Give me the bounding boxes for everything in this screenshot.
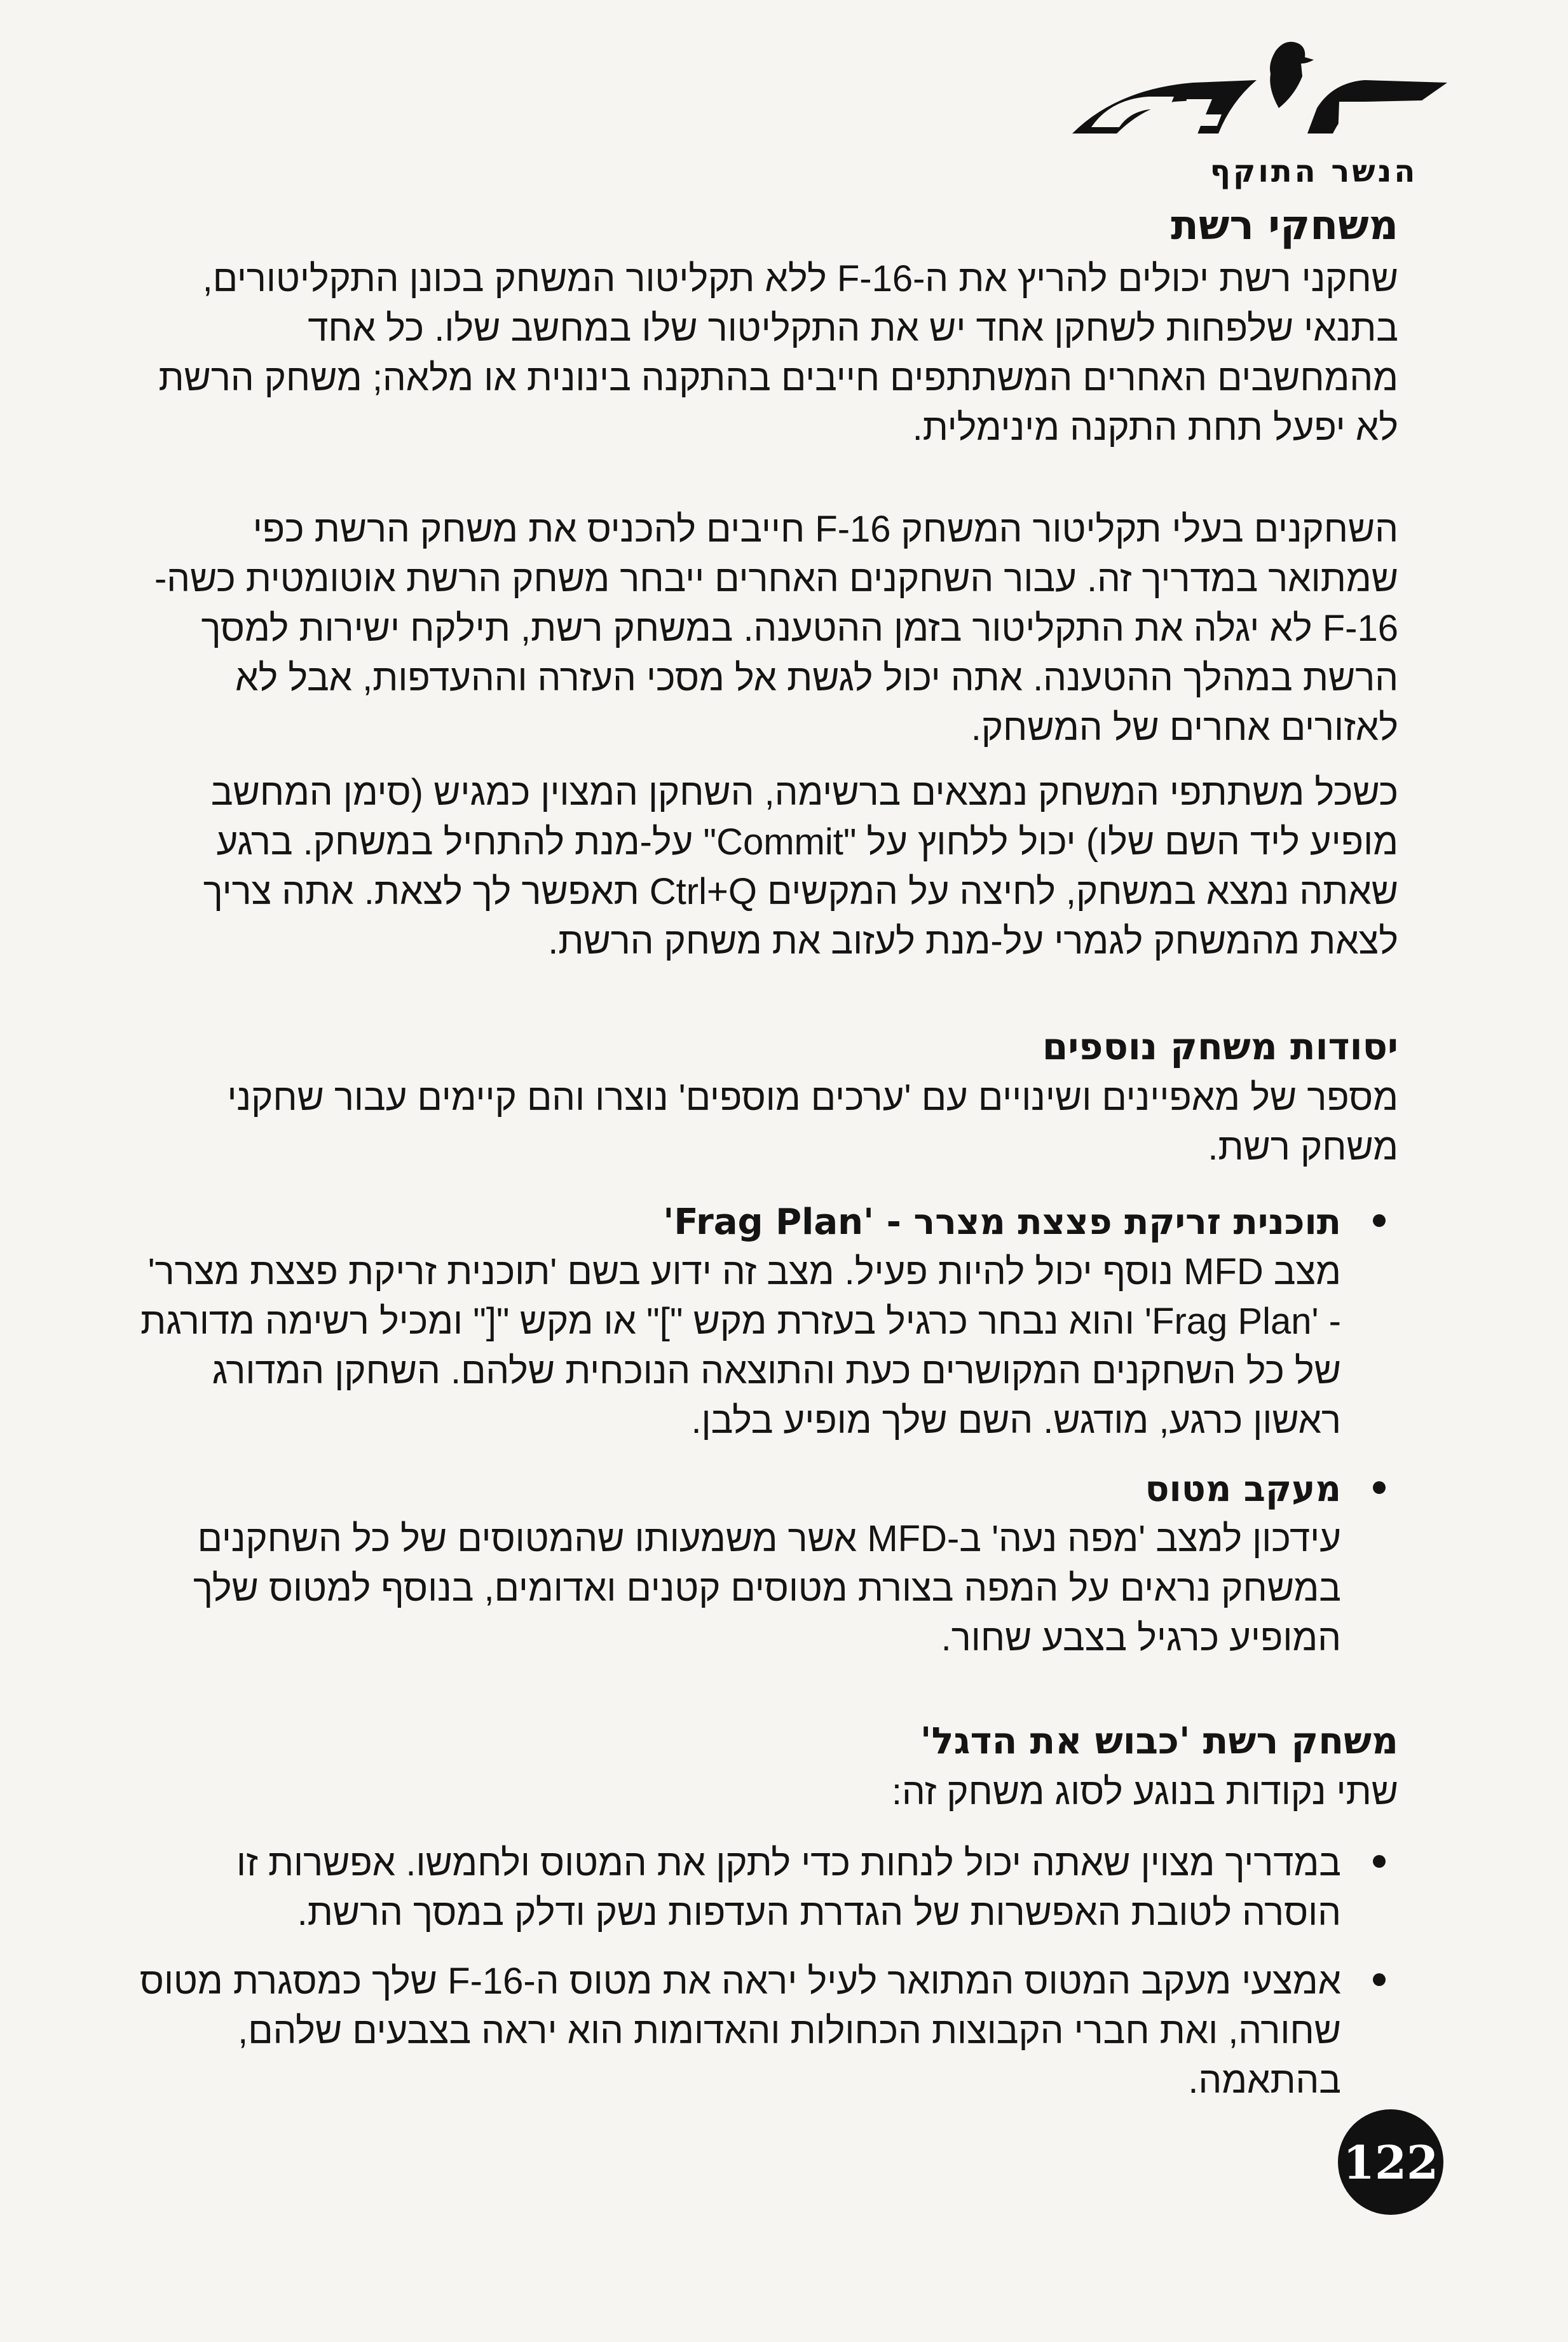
list-item [137,1465,1398,1663]
ctf-bullet-text: במדריך מצוין שאתה יכול לנחות כדי לתקן את המטוס ולחמשו. אפשרות זו הוסרה לטובת האפשרות של הגדרת העדפות נשק ודלק במסך הרשת. [236,1842,1341,1933]
list-item [137,1839,1398,1938]
feature-body: עידכון למצב 'מפה נעה' ב-MFD אשר משמעותו שהמטוסים של כל השחקנים במשחק נראים על המפה בצורת מטוסים קטנים ואדומים, בנוסף למטוס שלך המופיע כרגיל בצבע שחור. [193,1518,1341,1659]
main-content [137,197,1398,2106]
bullet-icon [1373,1855,1386,1868]
ctf-bullet-text: אמצעי מעקב המטוס המתואר לעיל יראה את מטוס ה-F-16 שלך כמסגרת מטוס שחורה, ואת חברי הקבוצות הכחולות והאדומות הוא יראה בצבעים שלהם, בהתאמה. [139,1961,1341,2101]
logo-subtitle: הנשר התוקף [1210,154,1418,189]
page-number-badge: 122 [1338,2109,1443,2215]
ctf-intro: שתי נקודות בנוגע לסוג משחק זה: [891,1771,1398,1812]
bullet-icon [1373,1214,1386,1227]
feature-title: תוכנית זריקת פצצת מצרר - 'Frag Plan' [663,1202,1341,1243]
paragraph-3: כשכל משתתפי המשחק נמצאים ברשימה, השחקן המצוין כמגיש (סימן המחשב מופיע ליד השם שלו) יכול ללחוץ על "Commit" על-מנת להתחיל במשחק. ברגע שאתה נמצא במשחק, לחיצה על המקשים Ctrl+Q תאפשר לך לצאת. אתה צריך לצאת מהמשחק לגמרי על-מנת לעזוב את משחק הרשת. [203,772,1398,962]
paragraph-1: שחקני רשת יכולים להריץ את ה-F-16 ללא תקליטור המשחק בכונן התקליטורים, בתנאי שלפחות לשחקן אחד יש את התקליטור שלו במחשב שלו. כל אחד מהמחשבים האחרים המשתתפים חייבים בהתקנה בינונית או מלאה; משחק הרשת לא יפעל תחת התקנה מינימלית. [158,258,1398,448]
list-item [137,1957,1398,2106]
ctf-bullet-list [137,1839,1398,2106]
f16-logo [1066,38,1460,191]
extra-title: יסודות משחק נוספים [1042,1025,1398,1068]
feature-body: מצב MFD נוסף יכול להיות פעיל. מצב זה ידוע בשם 'תוכנית זריקת פצצת מצרר' - 'Frag Plan' והוא נבחר כרגיל בעזרת מקש "]" או מקש "[" ומכיל רשימה מדורגת של כל השחקנים המקושרים כעת והתוצאה הנוכחית שלהם. השחקן המדורג ראשון כרגע, מודגש. השם שלך מופיע בלבן. [140,1251,1341,1441]
section-title: משחקי רשת [1171,202,1398,249]
feature-title: מעקב מטוס [1145,1469,1341,1510]
bullet-icon [1373,1973,1386,1986]
extra-feature-list [137,1198,1398,1663]
paragraph-2: השחקנים בעלי תקליטור המשחק F-16 חייבים להכניס את משחק הרשת כפי שמתואר במדריך זה. עבור השחקנים האחרים ייבחר משחק הרשת אוטומטית כשה-F-16 לא יגלה את התקליטור בזמן ההטענה. במשחק רשת, תילקח ישירות למסך הרשת במהלך ההטענה. אתה יכול לגשת אל מסכי העזרה וההעדפות, אבל לא לאזורים אחרים של המשחק. [154,509,1398,748]
extra-intro: מספר של מאפיינים ושינויים עם 'ערכים מוספים' נוצרו והם קיימים עבור שחקני משחק רשת. [227,1077,1398,1168]
bullet-icon [1373,1481,1386,1494]
f16-eagle-logo-icon [1066,38,1460,159]
list-item [137,1198,1398,1446]
ctf-title: משחק רשת 'כבוש את הדגל' [920,1719,1398,1762]
